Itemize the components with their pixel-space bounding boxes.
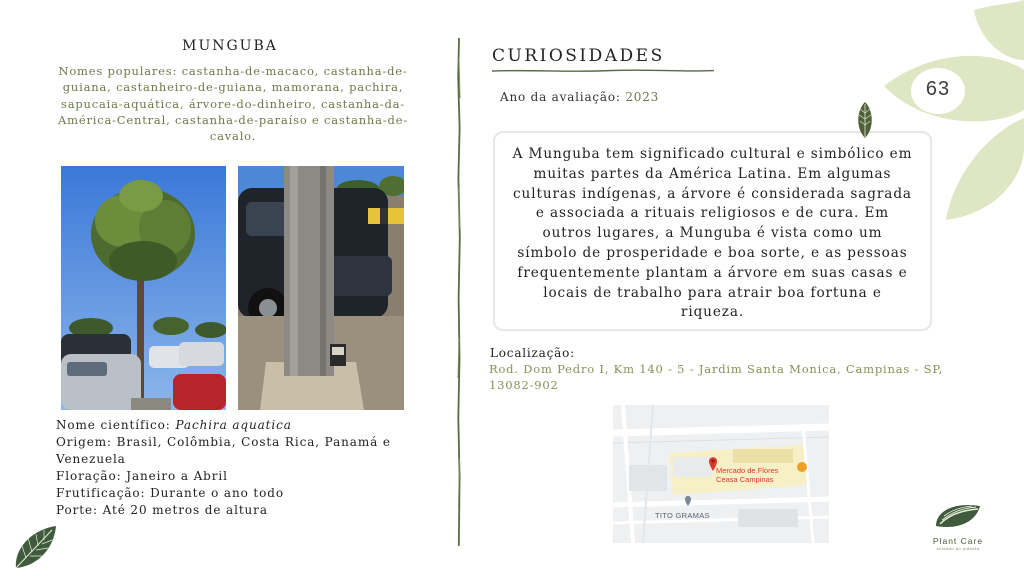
brand-tagline: cuidado ao planeta <box>936 546 980 551</box>
trunk-photo <box>238 166 404 410</box>
scientific-name <box>56 417 416 434</box>
curiosities-title: CURIOSIDADES <box>492 46 665 66</box>
map-pin-label <box>716 467 779 484</box>
location-address: Rod. Dom Pedro I, Km 140 - 5 - Jardim Santa Monica, Campinas - SP, 13082-902 <box>489 362 944 392</box>
column-divider <box>455 38 463 546</box>
origin: Origem: Brasil, Colômbia, Costa Rica, Panamá e Venezuela <box>56 435 391 466</box>
flowering: Floração: Janeiro a Abril <box>56 469 228 483</box>
tree-photo <box>61 166 226 410</box>
brand-logo <box>920 500 996 552</box>
scientific-name-value: Pachira aquatica <box>175 418 292 432</box>
pin-label-line1: Mercado de Flores <box>716 466 779 475</box>
page-number: 63 <box>925 78 951 100</box>
year-value: 2023 <box>625 90 660 104</box>
popular-names: Nomes populares: castanha-de-macaco, castanha-de-guiana, castanheiro-de-guiana, mamorana, pachira, sapucaia-aquática, árvore-do-dinheiro, castanha-da-América-Central, castanha-de-paraíso e castanha-de-cavalo. <box>58 64 408 144</box>
location-label: Localização: <box>490 346 575 360</box>
size: Porte: Até 20 metros de altura <box>56 503 268 517</box>
location-map[interactable] <box>613 405 829 543</box>
leaf-icon <box>12 524 60 570</box>
brand-name: Plant Care <box>932 536 984 546</box>
plant-details <box>56 417 416 519</box>
title-underline <box>492 68 714 74</box>
evaluation-year <box>500 90 659 104</box>
fruiting: Frutificação: Durante o ano todo <box>56 486 284 500</box>
plant-title: MUNGUBA <box>182 38 278 54</box>
curiosity-text: A Munguba tem significado cultural e simbólico em muitas partes da América Latina. Em algumas culturas indígenas, a árvore é considerada sagrada e associada a rituais religiosos e de cura. Em outros lugares, a Munguba é vista como um símbolo de prosperidade e boa sorte, e as pessoas frequentemente plantam a árvore em suas casas e locais de trabalho para atrair boa fortuna e riqueza. <box>512 146 913 321</box>
pin-label-line2: Ceasa Campinas <box>716 474 774 484</box>
small-leaf-icon <box>854 101 876 139</box>
scientific-name-label: Nome científico: <box>56 418 176 432</box>
logo-leaf-icon <box>930 500 986 530</box>
map-secondary-label: TITO GRAMAS <box>655 511 710 520</box>
year-label: Ano da avaliação: <box>500 90 626 104</box>
